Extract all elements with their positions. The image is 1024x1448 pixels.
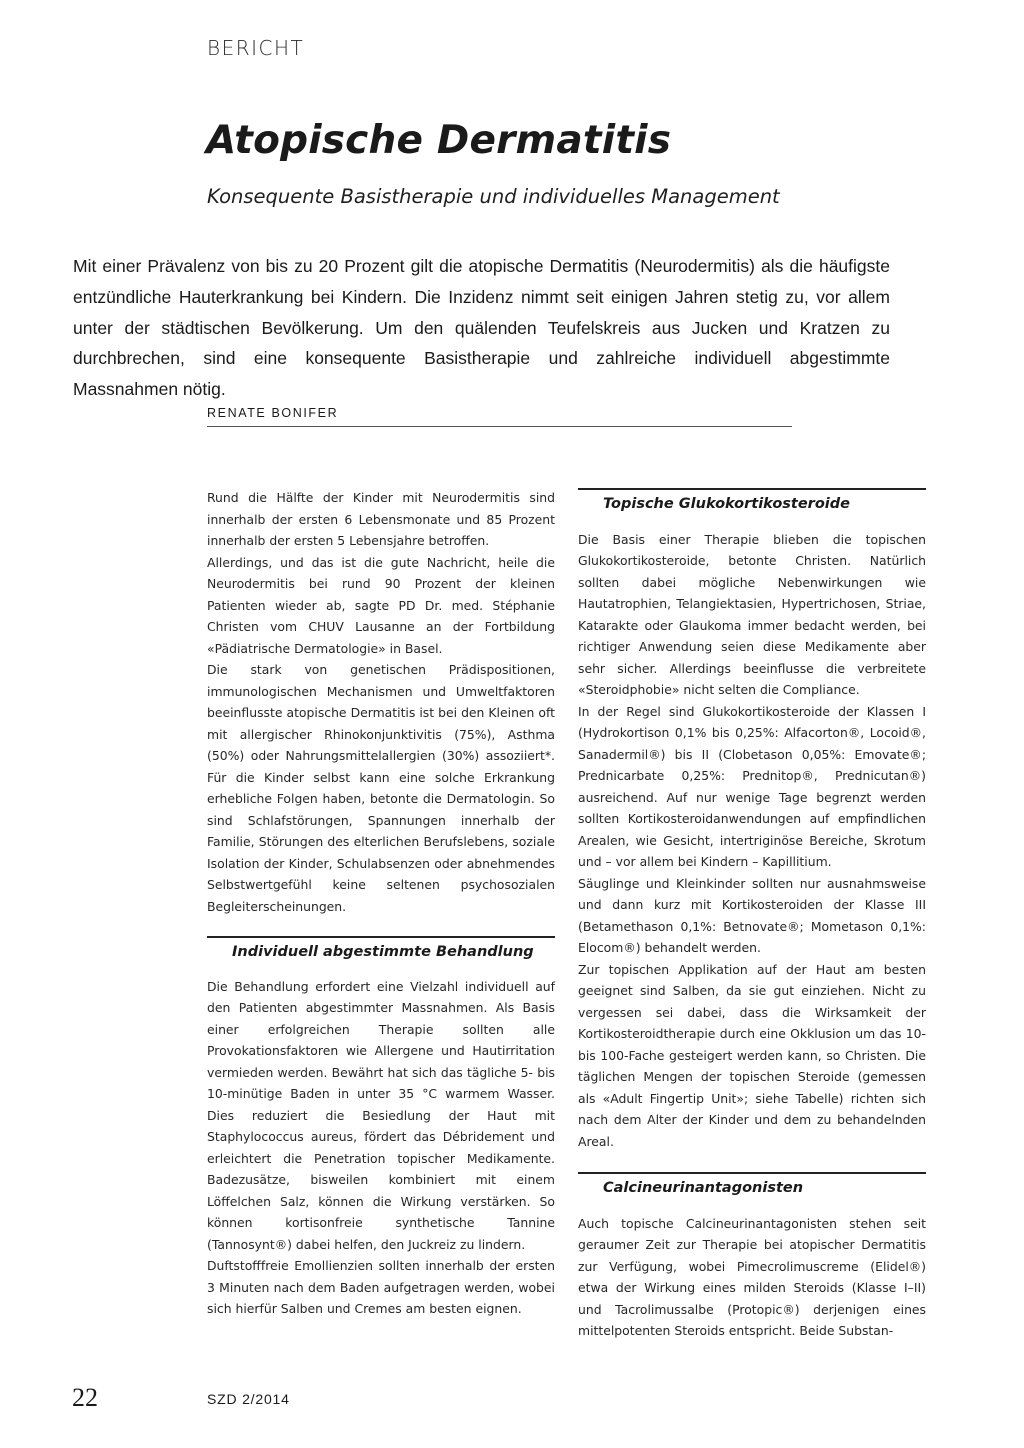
- section-heading-calcineurinantagonisten: Calcineurinantagonisten: [578, 1172, 926, 1200]
- page-number: 22: [72, 1383, 98, 1412]
- body-paragraph: Die Basis einer Therapie blieben die topischen Glukokortikosteroide, betonte Christen. Natürlich sollten dabei mögliche Nebenwirkungen wie Hautatrophien, Telangiektasien, Hypertrichosen, Striae, Katarakte oder Glaukoma immer bedacht werden, bei richtiger Anwendung seien diese Medikamente aber sehr sicher. Allerdings beeinflusse die verbreitete «Steroidphobie» nicht selten die Compliance.: [578, 531, 926, 697]
- body-paragraph: In der Regel sind Glukokortikosteroide der Klassen I (Hydrokortison 0,1% bis 0,25%: Alfacorton®, Locoid®, Sanadermil®) bis II (Clobetason 0,05%: Emovate®; Prednicarbate 0,25%: Prednitop®, Prednicutan®) ausreichend. Auf nur wenige Tage begrenzt werden sollten Kortikosteroidanwendungen auf empfindlichen Arealen, wie Gesicht, intertriginöse Bereiche, Skrotum und – vor allem bei Kindern – Kapillitium.: [578, 703, 926, 869]
- body-paragraph: Die stark von genetischen Prädispositionen, immunologischen Mechanismen und Umweltfaktoren beeinflusste atopische Dermatitis ist bei den Kleinen oft mit allergischer Rhinokonjunktivitis (75%), Asthma (50%) oder Nahrungsmittelallergien (30%) assoziiert*. Für die Kinder selbst kann eine solche Erkrankung erhebliche Folgen haben, betonte die Dermatologin. So sind Schlafstörungen, Spannungen innerhalb der Familie, Störungen des elterlichen Berufslebens, soziale Isolation der Kinder, Schulabsenzen oder abnehmendes Selbstwertgefühl keine seltenen psychosozialen Begleiterscheinungen.: [207, 662, 555, 914]
- body-paragraph: Duftstofffreie Emollienzien sollten innerhalb der ersten 3 Minuten nach dem Baden aufgetragen werden, wobei sich hierfür Salben und Cremes am besten eignen.: [207, 1258, 555, 1316]
- journal-issue: SZD 2/2014: [207, 1391, 290, 1407]
- right-column: [578, 488, 926, 1342]
- body-paragraph: Zur topischen Applikation auf der Haut am besten geeignet sind Salben, da sie gut einziehen. Nicht zu vergessen sei dabei, dass die Wirksamkeit der Kortikosteroidtherapie durch eine Okklusion um das 10- bis 100-Fache gesteigert werden kann, so Christen. Die täglichen Mengen der topischen Steroide (gemessen als «Adult Fingertip Unit»; siehe Tabelle) richten sich nach dem Alter der Kinder und dem zu behandelnden Areal.: [578, 961, 926, 1149]
- body-paragraph: Auch topische Calcineurinantagonisten stehen seit geraumer Zeit zur Therapie bei atopischer Dermatitis zur Verfügung, wobei Pimecrolimuscreme (Elidel®) etwa der Wirkung eines milden Steroids (Klasse I–II) und Tacrolimussalbe (Protopic®) derjenigen eines mittelpotenten Steroids entspricht. Beide Substan-: [578, 1215, 926, 1338]
- body-paragraph: Allerdings, und das ist die gute Nachricht, heile die Neurodermitis bei rund 90 Prozent der kleinen Patienten wieder ab, sagte PD Dr. med. Stéphanie Christen vom CHUV Lausanne an der Fortbildung «Pädiatrische Dermatologie» in Basel.: [207, 554, 555, 656]
- article-title: Atopische Dermatitis: [206, 118, 672, 163]
- body-paragraph: Säuglinge und Kleinkinder sollten nur ausnahmsweise und dann kurz mit Kortikosteroiden der Klasse III (Betamethason 0,1%: Betnovate®; Mometason 0,1%: Elocom®) behandelt werden.: [578, 875, 926, 955]
- section-heading-glukokortikosteroide: Topische Glukokortikosteroide: [578, 488, 926, 516]
- lead-paragraph: Mit einer Prävalenz von bis zu 20 Prozent gilt die atopische Dermatitis (Neurodermitis) als die häufigste entzündliche Hauterkrankung bei Kindern. Die Inzidenz nimmt seit einigen Jahren stetig zu, vor allem unter der städtischen Bevölkerung. Um den quälenden Teufelskreis aus Jucken und Kratzen zu durchbrechen, sind eine konsequente Basistherapie und zahlreiche individuell abgestimmte Massnahmen nötig.: [73, 256, 890, 400]
- article-subtitle: Konsequente Basistherapie und individuelles Management: [207, 185, 780, 208]
- left-column: [207, 487, 555, 1320]
- body-paragraph: Rund die Hälfte der Kinder mit Neurodermitis sind innerhalb der ersten 6 Lebensmonate und 85 Prozent innerhalb der ersten 5 Lebensjahre betroffen.: [207, 490, 555, 548]
- section-label: BERICHT: [207, 36, 305, 60]
- body-paragraph: Die Behandlung erfordert eine Vielzahl individuell auf den Patienten abgestimmter Massnahmen. Als Basis einer erfolgreichen Therapie sollten alle Provokationsfaktoren wie Allergene und Hautirritation vermieden werden. Bewährt hat sich das tägliche 5- bis 10-minütige Baden in unter 35 °C warmem Wasser. Dies reduziert die Besiedlung der Haut mit Staphylococcus aureus, fördert das Débridement und erleichtert die Penetration topischer Medikamente. Badezusätze, bisweilen kombiniert mit einem Löffelchen Salz, können die Wirkung verstärken. So können kortisonfreie synthetische Tannine (Tannosynt®) dabei helfen, den Juckreiz zu lindern.: [207, 978, 555, 1252]
- section-heading-behandlung: Individuell abgestimmte Behandlung: [207, 936, 555, 964]
- author-byline: RENATE BONIFER: [207, 406, 792, 427]
